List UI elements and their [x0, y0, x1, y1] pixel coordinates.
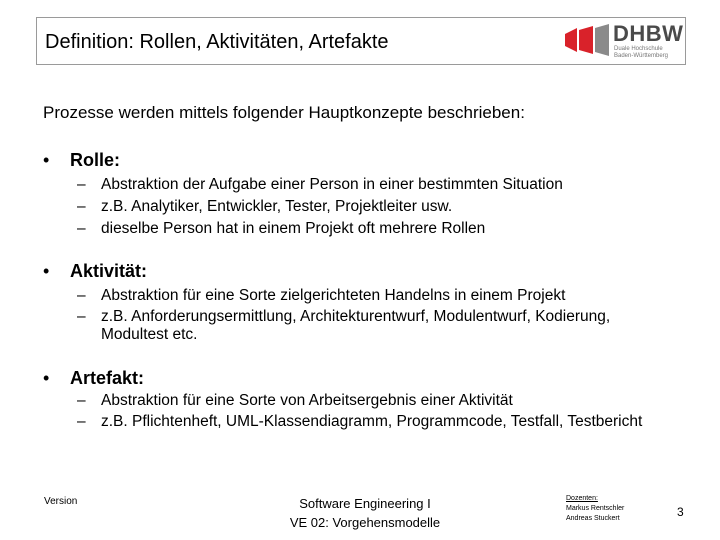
footer-course-line: Software Engineering I [299, 496, 431, 511]
footer-version: Version [44, 496, 78, 507]
footer-course [265, 494, 465, 532]
bullet-aktivitaet [43, 261, 147, 282]
dhbw-logo-mark-icon [563, 24, 611, 56]
lecturers-label: Dozenten: [566, 495, 598, 502]
sub-item-text: dieselbe Person hat in einem Projekt oft mehrere Rollen [101, 220, 486, 237]
bullet-label: Aktivität: [70, 261, 148, 281]
sub-item [77, 220, 661, 238]
dash-icon: – [77, 308, 86, 325]
bullet-rolle [43, 150, 120, 171]
sub-item-text: Abstraktion für eine Sorte zielgerichteten Handelns in einem Projekt [101, 287, 566, 304]
dash-icon: – [77, 198, 86, 215]
sub-item [77, 198, 661, 216]
bullet-dot-icon: • [43, 368, 50, 388]
sub-item-text: Abstraktion der Aufgabe einer Person in einer bestimmten Situation [101, 176, 563, 193]
sub-item-text: z.B. Analytiker, Entwickler, Tester, Projektleiter usw. [101, 198, 453, 215]
sub-item [77, 287, 661, 305]
sub-item [77, 413, 661, 431]
sub-item [77, 176, 661, 194]
sub-item [77, 392, 661, 410]
sub-item-text: z.B. Pflichtenheft, UML-Klassendiagramm, Programmcode, Testfall, Testbericht [101, 413, 643, 430]
logo-subtitle [614, 46, 668, 60]
logo-subtitle-line: Baden-Württemberg [614, 53, 669, 59]
lecturer-name: Andreas Stuckert [566, 515, 620, 522]
dhbw-logo [563, 21, 684, 64]
bullet-dot-icon: • [43, 150, 50, 170]
bullet-label: Rolle: [70, 150, 121, 170]
dash-icon: – [77, 220, 86, 237]
footer-course-line: VE 02: Vorgehensmodelle [289, 515, 441, 530]
dash-icon: – [77, 287, 86, 304]
dash-icon: – [77, 413, 86, 430]
dash-icon: – [77, 392, 86, 409]
bullet-label: Artefakt: [70, 368, 145, 388]
dash-icon: – [77, 176, 86, 193]
intro-text: Prozesse werden mittels folgender Hauptkonzepte beschrieben: [43, 103, 525, 122]
sub-item-text: Abstraktion für eine Sorte von Arbeitsergebnis einer Aktivität [101, 392, 513, 409]
bullet-artefakt [43, 368, 144, 389]
sub-item [77, 308, 661, 344]
bullet-dot-icon: • [43, 261, 50, 281]
lecturer-name: Markus Rentschler [566, 505, 625, 512]
slide-title: Definition: Rollen, Aktivitäten, Artefakte [45, 31, 389, 53]
footer-lecturers [566, 494, 624, 524]
logo-subtitle-line: Duale Hochschule [614, 46, 663, 52]
page-number: 3 [677, 505, 684, 519]
sub-item-text: z.B. Anforderungsermittlung, Architekturentwurf, Modulentwurf, Kodierung, Modultest etc. [101, 308, 611, 343]
logo-wordmark: DHBW [613, 21, 684, 46]
